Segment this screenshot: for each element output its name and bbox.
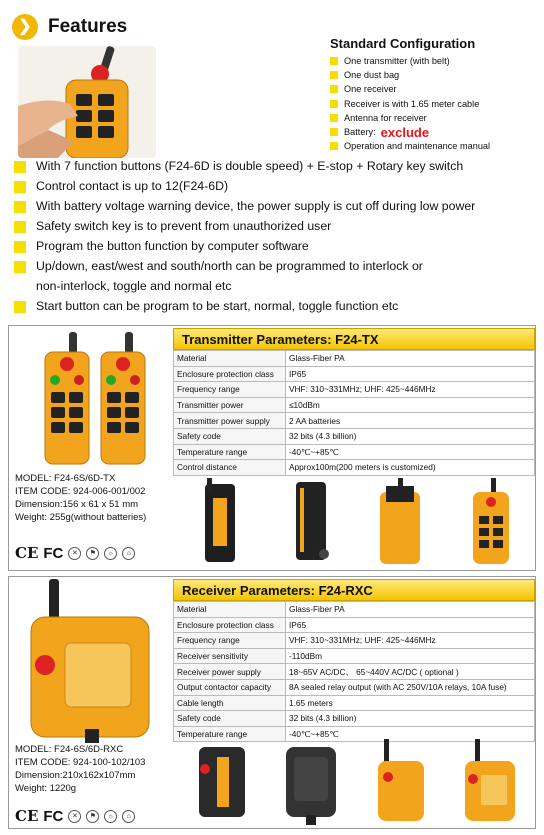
param-value: ≤10dBm [286, 397, 535, 413]
param-row [174, 382, 535, 398]
bullet-square-icon [14, 181, 26, 193]
weee-icon: ✕ [68, 547, 81, 560]
transmitter-params-title: Transmitter Parameters: F24-TX [173, 328, 535, 350]
battery-exclude-note: exclude [380, 124, 430, 140]
param-row [174, 633, 535, 649]
param-value: IP65 [286, 366, 535, 382]
param-label: Transmitter power [174, 397, 286, 413]
item-code: ITEM CODE: 924-006-001/002 [15, 486, 146, 497]
param-label: Temperature range [174, 444, 286, 460]
param-value: 32 bits (4.3 billion) [286, 428, 535, 444]
bullet-square-icon [330, 85, 338, 93]
weight: Weight: 1220g [15, 783, 77, 794]
chevron-right-icon: ❯ [12, 14, 38, 40]
hero-photo [18, 46, 156, 158]
ce-mark-icon: CE [15, 544, 39, 562]
std-config-item: Antenna for receiver [330, 111, 540, 125]
bullet-square-icon [330, 128, 338, 136]
param-value: 8A sealed relay output (with AC 250V/10A relays, 10A fuse) [286, 679, 535, 695]
param-value: 18~65V AC/DC、 65~440V AC/DC ( optional ) [286, 664, 535, 680]
item-code: ITEM CODE: 924-100-102/103 [15, 757, 146, 768]
fc-mark-icon: FC [43, 807, 64, 825]
param-value: Glass-Fiber PA [286, 351, 535, 367]
param-label: Safety code [174, 711, 286, 727]
transmitter-params-table [173, 350, 535, 476]
receiver-photo-row [177, 737, 535, 827]
param-row [174, 397, 535, 413]
std-config-item: Operation and maintenance manual [330, 139, 540, 153]
param-label: Material [174, 602, 286, 618]
param-row [174, 444, 535, 460]
cert-logos [15, 544, 135, 562]
param-row [174, 679, 535, 695]
param-value: 2 AA batteries [286, 413, 535, 429]
feature-item-continuation: non-interlock, toggle and normal etc [36, 279, 232, 293]
param-row [174, 366, 535, 382]
param-row [174, 648, 535, 664]
param-value: 1.65 meters [286, 695, 535, 711]
model-name: MODEL: F24-6S/6D-RXC [15, 744, 124, 755]
bullet-square-icon [14, 221, 26, 233]
cert-icon: ⚑ [86, 810, 99, 823]
receiver-angle-photo [366, 739, 436, 825]
weee-icon: ✕ [68, 810, 81, 823]
transmitter-front-photo [455, 478, 525, 566]
param-label: Material [174, 351, 286, 367]
param-value: Approx100m(200 meters is customized) [286, 460, 535, 476]
param-value: VHF: 310~331MHz; UHF: 425~446MHz [286, 633, 535, 649]
feature-item: Program the button function by computer software [14, 238, 534, 255]
std-config-item: One dust bag [330, 68, 540, 82]
transmitter-block [8, 325, 536, 571]
param-label: Safety code [174, 428, 286, 444]
param-row [174, 460, 535, 476]
bullet-square-icon [14, 161, 26, 173]
param-value: 32 bits (4.3 billion) [286, 711, 535, 727]
model-name: MODEL: F24-6S/6D-TX [15, 473, 116, 484]
receiver-block [8, 576, 536, 829]
bullet-square-icon [330, 142, 338, 150]
transmitter-photo [9, 326, 171, 472]
feature-item: Up/down, east/west and south/north can be programmed to interlock or [14, 258, 534, 275]
dimension: Dimension:210x162x107mm [15, 770, 136, 781]
param-value: -40℃~+85℃ [286, 444, 535, 460]
cert-icon: ☼ [104, 547, 117, 560]
receiver-photo [9, 577, 171, 743]
ce-mark-icon: CE [15, 807, 39, 825]
param-row [174, 413, 535, 429]
cert-icon: ⚑ [86, 547, 99, 560]
param-label: Transmitter power supply [174, 413, 286, 429]
feature-item: Control contact is up to 12(F24-6D) [14, 178, 534, 195]
param-value: Glass-Fiber PA [286, 602, 535, 618]
transmitter-angle-photo [366, 478, 436, 566]
bullet-square-icon [14, 261, 26, 273]
param-value: -110dBm [286, 648, 535, 664]
param-label: Frequency range [174, 633, 286, 649]
std-config-item: Receiver is with 1.65 meter cable [330, 97, 540, 111]
param-row [174, 602, 535, 618]
weight: Weight: 255g(without batteries) [15, 512, 147, 523]
receiver-front-photo [455, 739, 525, 825]
cert-icon: ☼ [104, 810, 117, 823]
param-label: Output contactor capacity [174, 679, 286, 695]
receiver-back-photo [276, 739, 346, 825]
bullet-square-icon [14, 301, 26, 313]
features-title: Features [48, 16, 128, 37]
standard-configuration [330, 36, 540, 153]
feature-list [14, 158, 534, 318]
param-label: Frequency range [174, 382, 286, 398]
bullet-square-icon [330, 57, 338, 65]
receiver-side-photo [187, 739, 257, 825]
param-row [174, 664, 535, 680]
param-row [174, 617, 535, 633]
std-config-title: Standard Configuration [330, 36, 476, 51]
receiver-model-info [15, 743, 145, 795]
std-config-item: One receiver [330, 82, 540, 96]
bullet-square-icon [330, 71, 338, 79]
std-config-item: One transmitter (with belt) [330, 54, 540, 68]
receiver-params-table [173, 601, 535, 742]
param-row [174, 351, 535, 367]
bullet-square-icon [330, 100, 338, 108]
transmitter-photo-row [177, 476, 535, 568]
feature-item: With 7 function buttons (F24-6D is double speed) + E-stop + Rotary key switch [14, 158, 534, 175]
fc-mark-icon: FC [43, 544, 64, 562]
receiver-params-title: Receiver Parameters: F24-RXC [173, 579, 535, 601]
feature-item: Safety switch key is to prevent from unauthorized user [14, 218, 534, 235]
bullet-square-icon [14, 241, 26, 253]
param-label: Receiver sensitivity [174, 648, 286, 664]
std-config-item: Battery: exclude [330, 125, 540, 139]
param-row [174, 428, 535, 444]
param-label: Receiver power supply [174, 664, 286, 680]
transmitter-model-info [15, 472, 146, 524]
cert-icon: ⌂ [122, 547, 135, 560]
bullet-square-icon [330, 114, 338, 122]
param-row [174, 695, 535, 711]
receiver-params [173, 579, 535, 742]
param-value: -40℃~+85℃ [286, 726, 535, 742]
cert-icon: ⌂ [122, 810, 135, 823]
param-label: Control distance [174, 460, 286, 476]
feature-item: Start button can be program to be start, normal, toggle function etc [14, 298, 534, 315]
cert-logos [15, 807, 135, 825]
feature-item: With battery voltage warning device, the power supply is cut off during low power [14, 198, 534, 215]
param-value: IP65 [286, 617, 535, 633]
param-label: Temperature range [174, 726, 286, 742]
transmitter-params [173, 328, 535, 476]
param-row [174, 711, 535, 727]
param-label: Enclosure protection class [174, 366, 286, 382]
param-label: Enclosure protection class [174, 617, 286, 633]
param-value: VHF: 310~331MHz; UHF: 425~446MHz [286, 382, 535, 398]
dimension: Dimension:156 x 61 x 51 mm [15, 499, 139, 510]
bullet-square-icon [14, 201, 26, 213]
transmitter-back-photo [276, 478, 346, 566]
transmitter-side-photo [187, 478, 257, 566]
param-label: Cable length [174, 695, 286, 711]
features-header [12, 12, 127, 42]
